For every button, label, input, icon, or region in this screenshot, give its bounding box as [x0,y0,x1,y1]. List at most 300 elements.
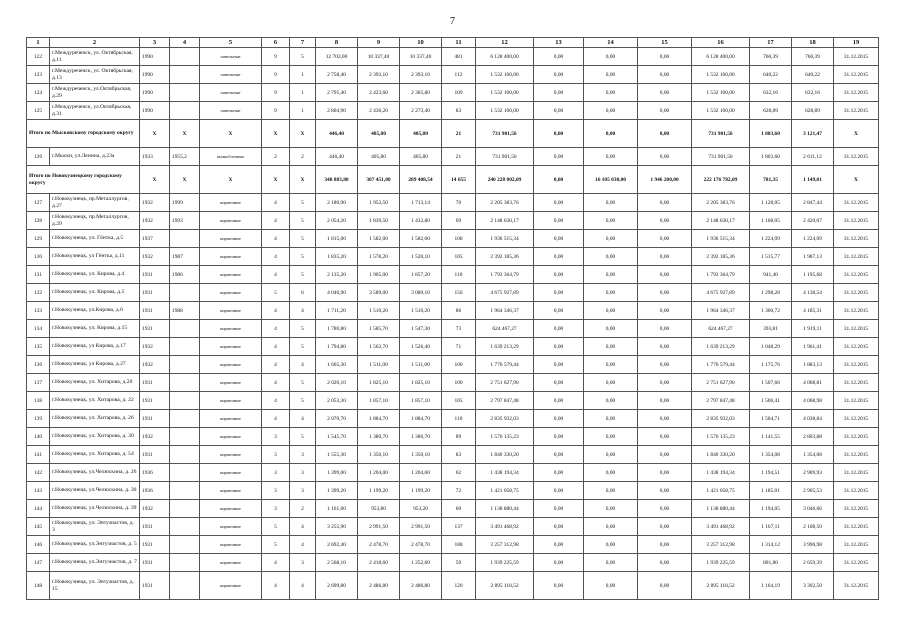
row-number-cell: 148 [27,572,50,600]
cell-col-14: 0,00 [584,446,638,464]
cell-col-3: 1990 [140,84,170,102]
column-number-1: 1 [27,38,50,48]
cell-col-9: 1 825,10 [358,374,400,392]
row-number-cell: 123 [27,66,50,84]
table-row [27,302,879,320]
cell-col-11: 100 [442,356,476,374]
cell-col-9: 10 337,40 [358,48,400,66]
cell-col-15: 0,00 [638,536,692,554]
cell-col-4 [170,392,200,410]
cell-col-6: 4 [262,410,290,428]
cell-col-8: 1 399,00 [316,464,358,482]
cell-col-11: 71 [442,338,476,356]
cell-col-13: 0,00 [534,356,584,374]
cell-col-8: 2 795,40 [316,84,358,102]
cell-col-11: 59 [442,554,476,572]
cell-col-17: 1 314,12 [750,536,792,554]
column-number-6: 6 [262,38,290,48]
row-number-cell: 130 [27,248,50,266]
cell-col-12: 1 964 346,37 [476,302,534,320]
cell-col-15: 0,00 [638,148,692,166]
cell-col-19: 31.12.2015 [834,410,879,428]
cell-col-10: 1 432,80 [400,212,442,230]
cell-col-7: 1 [290,84,316,102]
cell-col-17: 1 141,55 [750,428,792,446]
cell-col-8: 2 568,10 [316,554,358,572]
cell-col-6: 4 [262,392,290,410]
table-row [27,248,879,266]
cell-col-18: 1 883,13 [792,356,834,374]
cell-col-10: 1 199,20 [400,482,442,500]
cell-col-12: 1 939 225,59 [476,554,534,572]
cell-col-9: 2 478,70 [358,536,400,554]
cell-col-4: 1955,2 [170,148,200,166]
cell-col-12: 1 438 194,34 [476,464,534,482]
cell-col-6: 3 [262,464,290,482]
cell-col-9: 1 510,20 [358,302,400,320]
table-row [27,48,879,66]
cell-col-14: 0,00 [584,266,638,284]
cell-col-12: 2 797 847,48 [476,392,534,410]
cell-col-7: 5 [290,392,316,410]
cell-col-15: 0,00 [638,392,692,410]
address-cell: г.Междуреченск, ул.Октябрьская, д.31 [50,102,140,120]
cell-col-18: 3 121,47 [792,120,834,148]
cell-col-7: 4 [290,302,316,320]
cell-col-14: 0,00 [584,338,638,356]
cell-col-9: 1 857,10 [358,392,400,410]
cell-col-15: 0,00 [638,84,692,102]
table-row [27,320,879,338]
cell-col-18: 4 068,81 [792,374,834,392]
cell-col-17: 1 504,71 [750,410,792,428]
wall-material-cell: шлакоблочные [200,148,262,166]
cell-col-11: 89 [442,428,476,446]
cell-col-14: 0,00 [584,230,638,248]
cell-col-16: 1 639 213,29 [692,338,750,356]
cell-col-3: 1936 [140,482,170,500]
subtotal-row [27,120,879,148]
cell-col-11: 83 [442,102,476,120]
cell-col-19: 31.12.2015 [834,518,879,536]
cell-col-10: 1 204,00 [400,464,442,482]
cell-col-17: 1 194,51 [750,464,792,482]
cell-col-10: 1 825,10 [400,374,442,392]
cell-col-11: 137 [442,518,476,536]
cell-col-14: 0,00 [584,194,638,212]
cell-col-17: 1 300,72 [750,302,792,320]
cell-col-10: 289 408,54 [400,166,442,194]
address-cell: г.Новокузнецк, ул.Кирова, д.6 [50,302,140,320]
row-number-cell: 133 [27,302,50,320]
cell-col-3: 1931 [140,572,170,600]
cell-col-12: 1 532 100,00 [476,102,534,120]
cell-col-6: 4 [262,212,290,230]
row-number-cell: 127 [27,194,50,212]
cell-col-12: 3 491 468,92 [476,518,534,536]
cell-col-16: 2 751 627,90 [692,374,750,392]
cell-col-9: 2 486,80 [358,572,400,600]
address-cell: г.Новокузнецк, ул.Челюскина, д. 30 [50,482,140,500]
table-row [27,212,879,230]
cell-col-13: 0,00 [534,500,584,518]
cell-col-15: 0,00 [638,266,692,284]
row-number-cell: 137 [27,374,50,392]
cell-col-17: 760,39 [750,48,792,66]
cell-col-12: 3 257 312,98 [476,536,534,554]
row-number-cell: 131 [27,266,50,284]
cell-col-10: 1 857,20 [400,266,442,284]
cell-col-10: 1 884,70 [400,410,442,428]
row-number-cell: 144 [27,500,50,518]
cell-col-16: 2 835 932,03 [692,410,750,428]
cell-col-3: 1937 [140,230,170,248]
cell-col-14: 0,00 [584,356,638,374]
cell-col-13: 0,00 [534,102,584,120]
cell-col-4 [170,230,200,248]
cell-col-4: X [170,120,200,148]
cell-col-10: 2 273,40 [400,102,442,120]
cell-col-8: 2 180,90 [316,194,358,212]
cell-col-4: 1987 [170,248,200,266]
cell-col-7: 5 [290,338,316,356]
cell-col-11: 109 [442,84,476,102]
wall-material-cell: кирпичные [200,230,262,248]
column-number-10: 10 [400,38,442,48]
cell-col-4 [170,356,200,374]
cell-col-16: 222 176 782,09 [692,166,750,194]
cell-col-3: 1931 [140,446,170,464]
cell-col-8: 2 053,30 [316,392,358,410]
wall-material-cell: панельные [200,102,262,120]
cell-col-10: 1 252,60 [400,554,442,572]
cell-col-6: 4 [262,230,290,248]
cell-col-16: 1 793 364,79 [692,266,750,284]
cell-col-13: 0,00 [534,392,584,410]
wall-material-cell: кирпичные [200,284,262,302]
table-row [27,338,879,356]
address-cell: г.Новокузнецк, ул. Энтузиастов, д. 15 [50,572,140,600]
wall-material-cell: кирпичные [200,374,262,392]
row-number-cell: 135 [27,338,50,356]
cell-col-13: 0,00 [534,48,584,66]
cell-col-14: 0,00 [584,48,638,66]
cell-col-4: 1986 [170,266,200,284]
table-row [27,536,879,554]
cell-col-8: 12 702,00 [316,48,358,66]
address-cell: г.Новокузнецк, ул. Кирова, д.4 [50,266,140,284]
wall-material-cell: кирпичные [200,392,262,410]
cell-col-8: 1 711,20 [316,302,358,320]
cell-col-8: 2 758,40 [316,66,358,84]
cell-col-14: 0,00 [584,518,638,536]
wall-material-cell: кирпичные [200,212,262,230]
cell-col-19: 31.12.2015 [834,194,879,212]
wall-material-cell: кирпичные [200,266,262,284]
cell-col-10: 2 486,80 [400,572,442,600]
cell-col-6: 3 [262,428,290,446]
cell-col-9: 1 204,00 [358,464,400,482]
cell-col-16: 1 421 058,75 [692,482,750,500]
cell-col-9: 2 418,60 [358,554,400,572]
cell-col-8: 2 804,90 [316,102,358,120]
cell-col-18: 1 987,13 [792,248,834,266]
cell-col-18: 2 909,93 [792,464,834,482]
cell-col-16: 1 532 100,00 [692,66,750,84]
cell-col-13: 0,00 [534,230,584,248]
cell-col-3: 1931 [140,320,170,338]
cell-col-13: 0,00 [534,518,584,536]
address-cell: г.Новокузнецк, ул. Хитарова, д. 54 [50,446,140,464]
table-row [27,66,879,84]
cell-col-7: 5 [290,248,316,266]
cell-col-17: 1 803,60 [750,120,792,148]
cell-col-9: 1 511,00 [358,356,400,374]
cell-col-4 [170,102,200,120]
cell-col-17: 1 354,08 [750,446,792,464]
column-number-8: 8 [316,38,358,48]
cell-col-9: 405,80 [358,148,400,166]
address-cell: г.Новокузнецк, ул. Энтузиастов, д. 3 [50,518,140,536]
cell-col-3: 1931 [140,518,170,536]
wall-material-cell: кирпичные [200,536,262,554]
cell-col-16: 1 964 346,37 [692,302,750,320]
cell-col-4 [170,338,200,356]
cell-col-7: 5 [290,230,316,248]
wall-material-cell: кирпичные [200,554,262,572]
cell-col-3: 1990 [140,48,170,66]
cell-col-17: 1 175,76 [750,356,792,374]
subtotal-row [27,166,879,194]
cell-col-4 [170,500,200,518]
cell-col-7: 3 [290,554,316,572]
cell-col-10: 2 478,70 [400,536,442,554]
cell-col-14: 0,00 [584,120,638,148]
cell-col-15: 0,00 [638,518,692,536]
row-number-cell: 145 [27,518,50,536]
cell-col-18: 4 185,31 [792,302,834,320]
cell-col-11: 69 [442,212,476,230]
cell-col-3: 1990 [140,102,170,120]
cell-col-14: 0,00 [584,500,638,518]
cell-col-16: 1 138 880,44 [692,500,750,518]
cell-col-13: 0,00 [534,446,584,464]
cell-col-18: 2 420,07 [792,212,834,230]
cell-col-19: 31.12.2015 [834,284,879,302]
cell-col-9: 1 839,50 [358,212,400,230]
cell-col-9: 405,80 [358,120,400,148]
wall-material-cell: кирпичные [200,356,262,374]
cell-col-14: 0,00 [584,392,638,410]
cell-col-12: 1 639 213,29 [476,338,534,356]
column-number-18: 18 [792,38,834,48]
cell-col-10: 405,80 [400,120,442,148]
cell-col-7: X [290,120,316,148]
cell-col-8: 2 692,40 [316,536,358,554]
table-row [27,554,879,572]
cell-col-9: 2 991,50 [358,518,400,536]
cell-col-19: 31.12.2015 [834,48,879,66]
row-number-cell: 139 [27,410,50,428]
housing-register-table [26,37,879,600]
cell-col-8: 1 665,30 [316,356,358,374]
cell-col-14: 0,00 [584,148,638,166]
row-number-cell: 124 [27,84,50,102]
cell-col-15: 0,00 [638,446,692,464]
cell-col-8: 2 054,20 [316,212,358,230]
cell-col-14: 0,00 [584,572,638,600]
cell-col-3: 1931 [140,392,170,410]
table-row [27,230,879,248]
cell-col-9: 1 563,70 [358,338,400,356]
cell-col-16: 4 675 927,89 [692,284,750,302]
cell-col-13: 0,00 [534,410,584,428]
table-row [27,464,879,482]
row-number-cell: 141 [27,446,50,464]
address-cell: г.Новокузнецк, ул.Энтузиастов, д. 5 [50,536,140,554]
column-number-3: 3 [140,38,170,48]
address-cell: г.Новокузнецк, ул. Хитарова, д. 22 [50,392,140,410]
cell-col-7: 2 [290,148,316,166]
cell-col-11: 105 [442,392,476,410]
cell-col-7: 5 [290,48,316,66]
cell-col-6: X [262,166,290,194]
cell-col-18: 3 302,50 [792,572,834,600]
cell-col-10: 3 080,10 [400,284,442,302]
cell-col-18: 632,16 [792,84,834,102]
cell-col-13: 0,00 [534,302,584,320]
cell-col-17: 393,81 [750,320,792,338]
cell-col-3: 1931 [140,536,170,554]
cell-col-4 [170,84,200,102]
cell-col-13: 0,00 [534,572,584,600]
cell-col-3: 1931 [140,284,170,302]
cell-col-7: 5 [290,212,316,230]
table-row [27,284,879,302]
cell-col-4 [170,48,200,66]
cell-col-19: 31.12.2015 [834,266,879,284]
cell-col-19: X [834,166,879,194]
cell-col-13: 0,00 [534,374,584,392]
row-number-cell: 126 [27,148,50,166]
cell-col-11: 72 [442,482,476,500]
wall-material-cell: кирпичные [200,482,262,500]
cell-col-7: 4 [290,536,316,554]
column-number-row [27,38,879,48]
cell-col-4 [170,518,200,536]
cell-col-19: 31.12.2015 [834,102,879,120]
cell-col-7: 3 [290,464,316,482]
cell-col-16: 1 936 515,34 [692,230,750,248]
cell-col-13: 0,00 [534,536,584,554]
wall-material-cell: панельные [200,48,262,66]
cell-col-18: 3 046,66 [792,500,834,518]
address-cell: г.Новокузнецк, ул. Хитарова, д.20 [50,374,140,392]
cell-col-7: 4 [290,410,316,428]
cell-col-12: 731 901,56 [476,148,534,166]
cell-col-7: X [290,166,316,194]
address-cell: г.Новокузнецк, ул. Гёнтка, д.5 [50,230,140,248]
address-cell: г.Новокузнецк, ул.Энтузиастов, д. 7 [50,554,140,572]
cell-col-14: 16 105 030,00 [584,166,638,194]
address-cell: г.Новокузнецк, ул. Хитарова, д. 30 [50,428,140,446]
cell-col-17: 1 224,09 [750,230,792,248]
cell-col-16: 2 797 847,48 [692,392,750,410]
cell-col-6: 3 [262,500,290,518]
cell-col-13: 0,00 [534,338,584,356]
cell-col-13: 0,00 [534,266,584,284]
cell-col-6: 5 [262,536,290,554]
cell-col-14: 0,00 [584,428,638,446]
cell-col-8: 446,40 [316,120,358,148]
cell-col-11: 156 [442,284,476,302]
cell-col-3: 1931 [140,374,170,392]
cell-col-7: 6 [290,284,316,302]
table-row [27,572,879,600]
cell-col-18: 4 038,84 [792,410,834,428]
cell-col-10: 2 991,50 [400,518,442,536]
cell-col-4 [170,410,200,428]
cell-col-12: 2 392 185,36 [476,248,534,266]
cell-col-5: X [200,120,262,148]
cell-col-19: 31.12.2015 [834,84,879,102]
cell-col-14: 0,00 [584,302,638,320]
cell-col-15: 0,00 [638,284,692,302]
cell-col-15: 0,00 [638,120,692,148]
cell-col-7: 5 [290,194,316,212]
cell-col-6: X [262,120,290,148]
cell-col-9: 3 589,00 [358,284,400,302]
cell-col-9: 1 578,20 [358,248,400,266]
cell-col-11: 86 [442,302,476,320]
cell-col-8: 348 883,80 [316,166,358,194]
cell-col-9: 1 199,20 [358,482,400,500]
cell-col-12: 624 467,27 [476,320,534,338]
cell-col-6: 4 [262,356,290,374]
cell-col-3: 1932 [140,194,170,212]
cell-col-17: 1 298,28 [750,284,792,302]
row-number-cell: 143 [27,482,50,500]
cell-col-13: 0,00 [534,464,584,482]
table-row [27,102,879,120]
cell-col-12: 1 138 880,44 [476,500,534,518]
cell-col-18: 4 068,98 [792,392,834,410]
cell-col-16: 1 939 225,59 [692,554,750,572]
wall-material-cell: кирпичные [200,410,262,428]
address-cell: г.Новокузнецк, ул.Челюскина, д. 26 [50,464,140,482]
cell-col-14: 0,00 [584,554,638,572]
table-row [27,500,879,518]
cell-col-17: 1 507,66 [750,374,792,392]
cell-col-3: 1932 [140,500,170,518]
cell-col-19: 31.12.2015 [834,392,879,410]
cell-col-17: 1 515,77 [750,248,792,266]
cell-col-9: 1 585,70 [358,320,400,338]
cell-col-7: 1 [290,66,316,84]
cell-col-12: 240 228 002,09 [476,166,534,194]
cell-col-18: 1 195,68 [792,266,834,284]
cell-col-16: 1 532 100,00 [692,102,750,120]
cell-col-16: 2 895 118,52 [692,572,750,600]
cell-col-14: 0,00 [584,248,638,266]
cell-col-6: 9 [262,66,290,84]
address-cell: г.Новокузнецк, пр.Металлургов, д.27 [50,194,140,212]
column-number-5: 5 [200,38,262,48]
column-number-15: 15 [638,38,692,48]
cell-col-4 [170,66,200,84]
cell-col-6: 4 [262,302,290,320]
cell-col-19: 31.12.2015 [834,66,879,84]
